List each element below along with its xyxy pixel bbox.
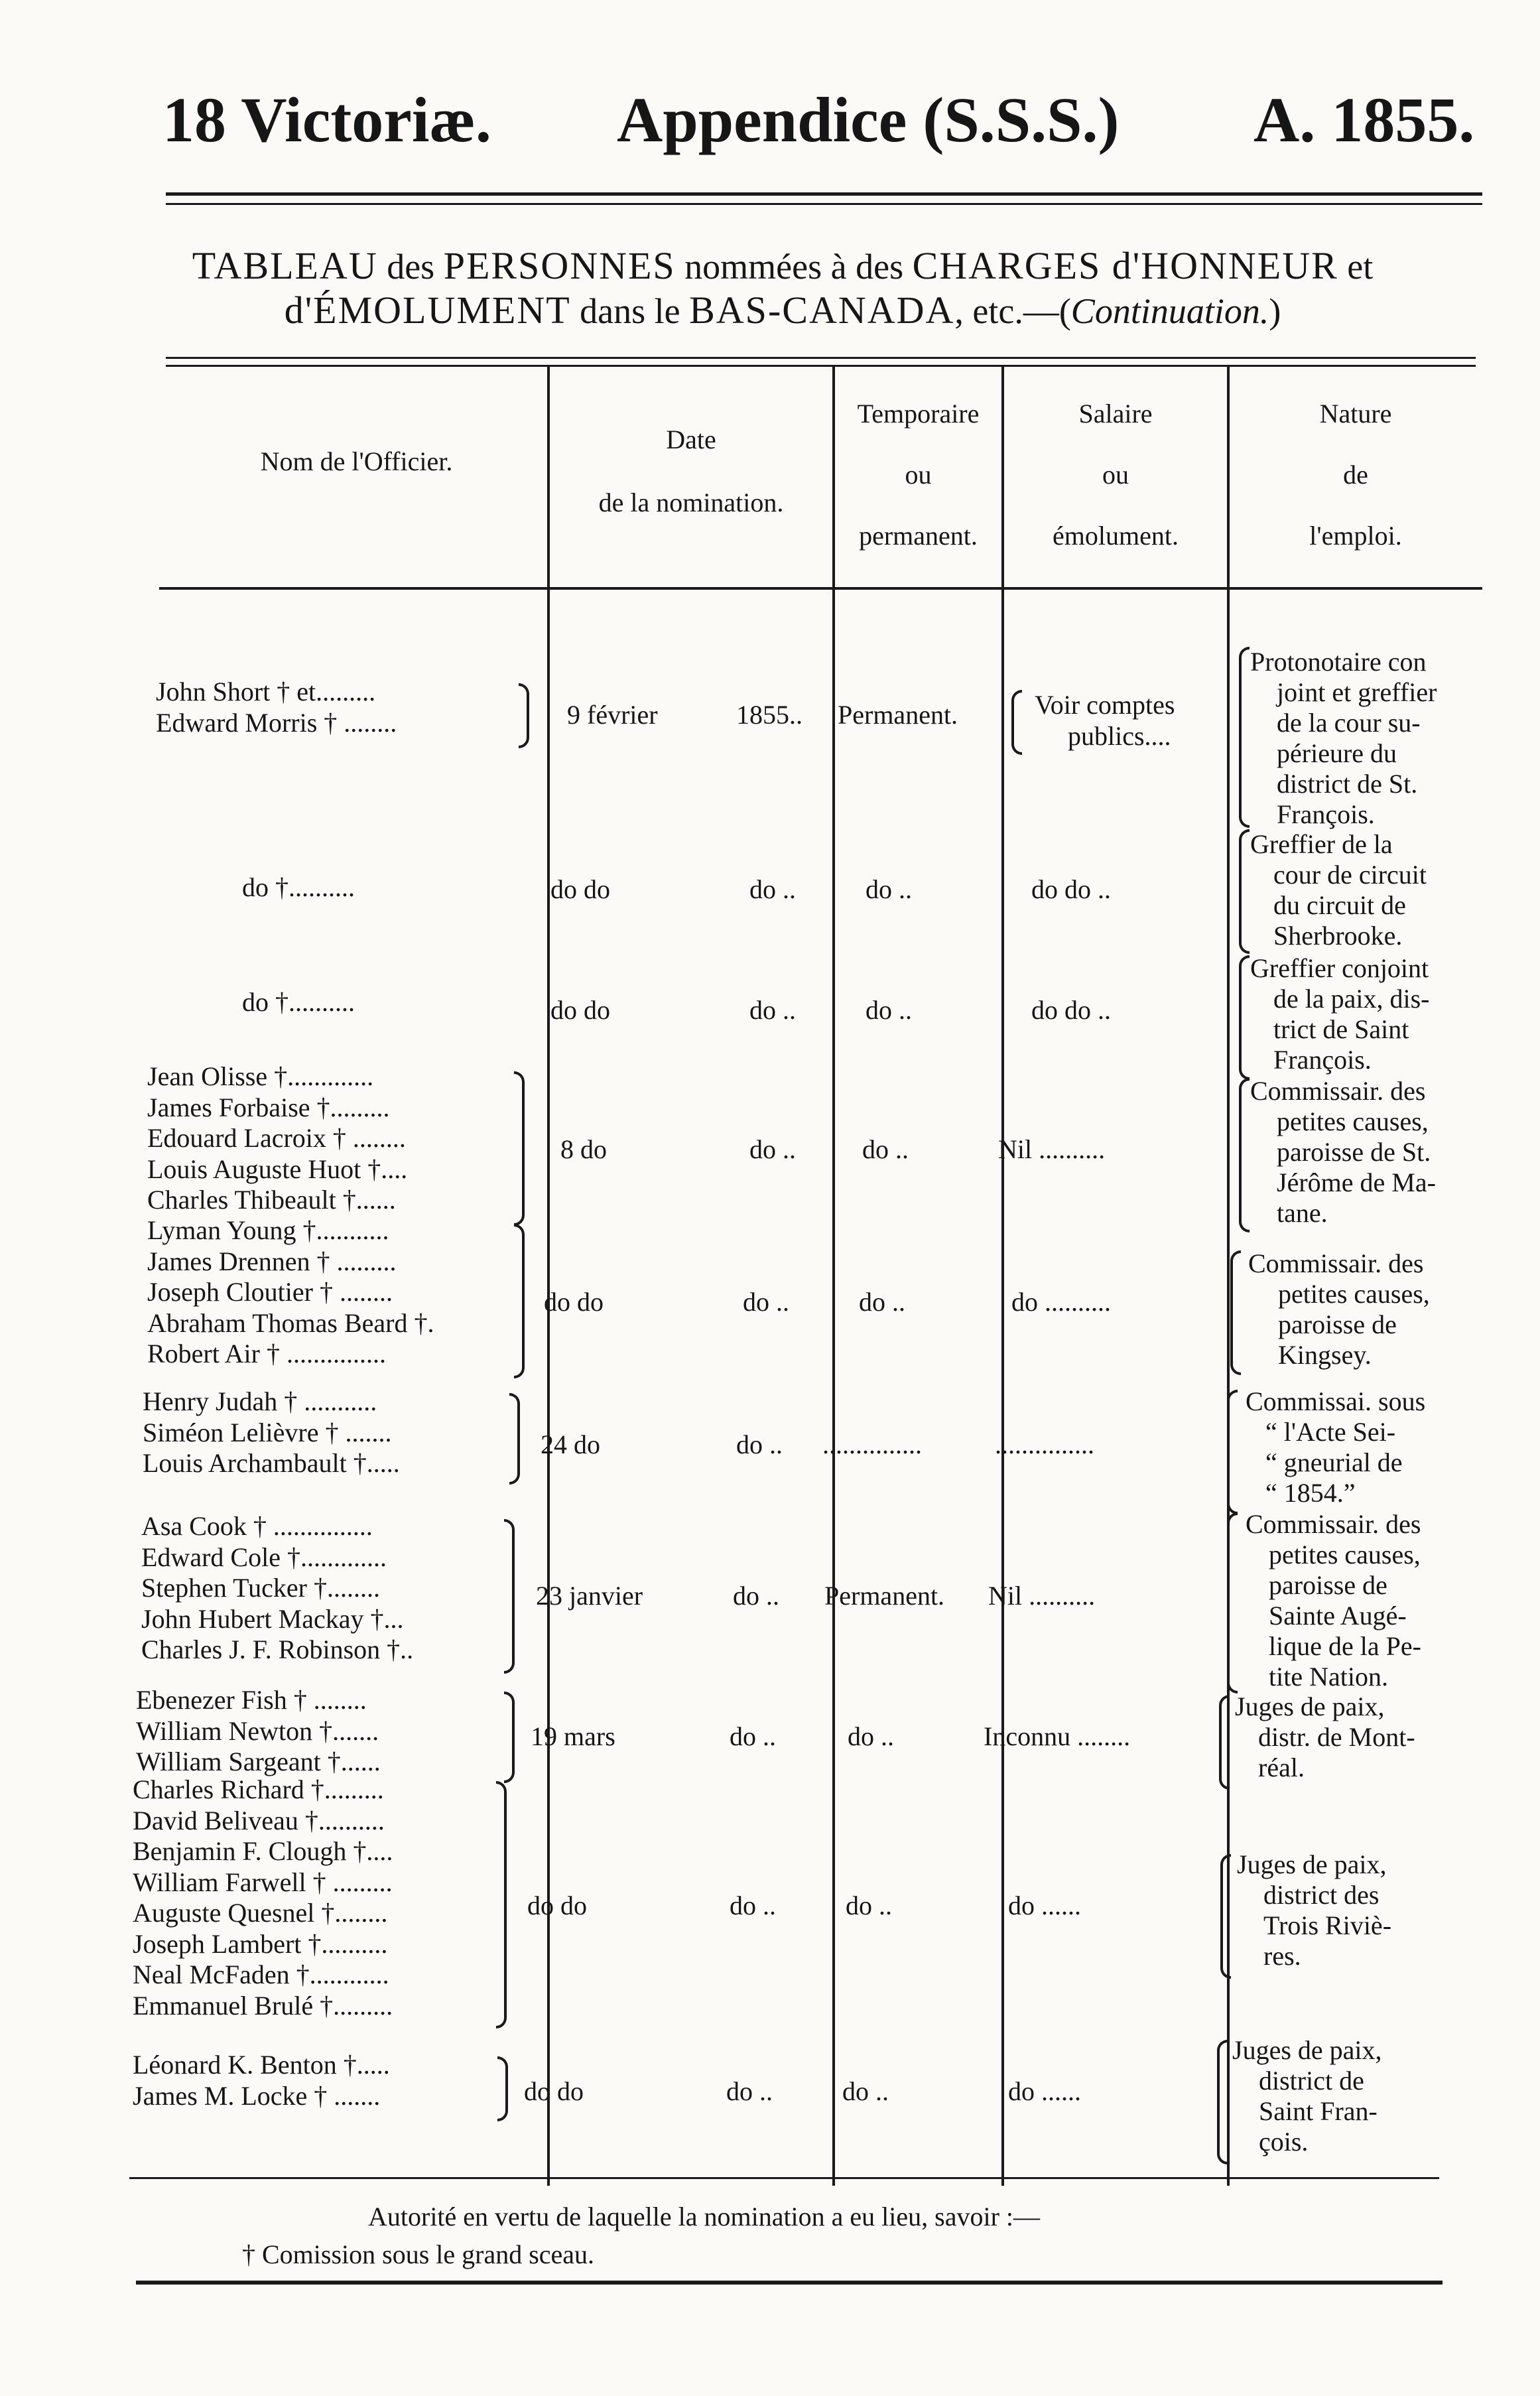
row-9-year: do .. [726,2076,773,2106]
row-6-names: Asa Cook † ............... Edward Cole †............. Stephen Tucker †........ John Hubert Mackay †... Charles J. F. Robinson †.. [141,1511,414,1664]
header-center: Appendice (S.S.S.) [617,84,1120,155]
footer-authority: Autorité en vertu de laquelle la nomination a eu lieu, savoir :— [368,2202,1041,2231]
row-3-salary: Nil .......... [998,1134,1106,1164]
row-3-nature: Commissair. des petites causes, paroisse de St. Jérôme de Ma- tane. [1250,1076,1436,1228]
row-1-nature-brace [1239,829,1250,954]
row-5-brace [509,1393,520,1485]
row-0-names [156,677,397,738]
row-4-brace [514,1224,525,1378]
row-9-temp: do .. [842,2076,889,2106]
row-6-brace [504,1519,515,1674]
col-divider-3 [1001,365,1004,2186]
row-8-brace [496,1781,507,2029]
row-4-salary: do .......... [1011,1287,1111,1317]
row-0-nature-brace [1239,647,1250,828]
row-8-date: do do [527,1891,587,1920]
row-5-nature: Commissai. sous “ l'Acte Sei- “ gneurial de “ 1854.” [1246,1386,1426,1508]
row-2-year: do .. [749,995,796,1025]
row-5-nature-brace [1227,1390,1238,1514]
row-1-salary: do do .. [1031,874,1111,904]
title-rule-top [166,357,1476,359]
row-7-year: do .. [730,1721,776,1751]
row-4-names: Lyman Young †........... James Drennen † ......... Joseph Cloutier † ........ Abraham Thomas Beard †. Robert Air † ............... [147,1215,434,1368]
row-2-names: do †.......... [242,987,355,1017]
row-6-nature: Commissair. des petites causes, paroisse de Sainte Augé- lique de la Pe- tite Nation. [1246,1509,1421,1692]
row-3-year: do .. [749,1134,796,1164]
footer-legend: † Comission sous le grand sceau. [242,2239,595,2269]
row-7-date: 19 mars [531,1721,615,1751]
row-1-names: do †.......... [242,872,355,902]
row-8-nature-brace [1220,1854,1231,1979]
row-5-year: do .. [736,1430,783,1459]
col-header-name: Nom de l'Officier. [260,446,453,476]
row-5-salary: ............... [995,1430,1094,1459]
header-rule-bottom [166,203,1482,205]
row-0-date: 9 février [567,700,658,730]
row-5-date: 24 do [541,1430,600,1459]
row-2-temp: do .. [866,995,912,1025]
row-2-date: do do [550,995,610,1025]
row-6-date: 23 janvier [536,1581,643,1611]
row-0-year: 1855.. [736,700,802,730]
row-1-year: do .. [749,874,796,904]
col-header-date: Date de la nomination. [598,425,784,517]
row-9-names: Léonard K. Benton †..... James M. Locke † ....... [133,2050,390,2111]
row-4-temp: do .. [859,1287,905,1317]
row-1-nature: Greffier de la cour de circuit du circuit de Sherbrooke. [1250,829,1427,951]
row-4-nature-brace [1230,1250,1241,1375]
row-7-names: Ebenezer Fish † ........ William Newton †....... William Sargeant †...... [136,1685,381,1776]
row-9-nature: Juges de paix, district de Saint Fran- çois. [1232,2035,1382,2157]
row-9-brace [497,2056,508,2121]
row-3-brace [514,1071,525,1226]
row-2-nature: Greffier conjoint de la paix, dis- trict de Saint François. [1250,953,1430,1075]
header-divider-rule [159,587,1482,590]
row-3-names: Jean Olisse †............. James Forbaise †......... Edouard Lacroix † ........ Louis Auguste Huot †.... Charles Thibeault †...... [147,1061,408,1215]
col-divider-2 [832,365,835,2186]
row-3-nature-brace [1239,1078,1250,1232]
row-6-salary: Nil .......... [988,1581,1096,1611]
col-header-nature: Nature de l'emploi. [1309,399,1402,551]
row-3-temp: do .. [862,1134,909,1164]
row-0-salary-brace [1011,690,1022,755]
row-8-salary: do ...... [1008,1891,1081,1920]
row-7-temp: do .. [848,1721,894,1751]
row-5-temp: ............... [822,1430,922,1459]
row-0-temp: Permanent. [838,700,958,730]
table-bottom-rule [129,2177,1439,2179]
row-8-nature: Juges de paix, district des Trois Riviè- res. [1237,1849,1392,1971]
row-3-date: 8 do [560,1134,607,1164]
table-row-name: Edward Morris † ........ [156,707,397,738]
row-0-salary: Voir comptes publics.... [1035,690,1175,751]
row-7-nature: Juges de paix, distr. de Mont- réal. [1235,1692,1415,1782]
row-8-temp: do .. [846,1891,892,1920]
row-6-year: do .. [733,1581,779,1611]
row-7-brace [504,1692,515,1783]
row-5-names: Henry Judah † ........... Siméon Lelièvre † ....... Louis Archambault †..... [143,1386,400,1478]
row-4-year: do .. [743,1287,789,1317]
row-1-date: do do [550,874,610,904]
row-2-salary: do do .. [1031,995,1111,1025]
row-0-brace [519,683,529,748]
row-8-names: Charles Richard †......... David Beliveau †.......... Benjamin F. Clough †.... William Farwell † ......... Auguste Quesnel †........ Joseph Lambert †.......... Neal McFaden †............ Emmanuel Brulé †......... [133,1774,393,2021]
title-rule-bottom [166,365,1476,367]
row-8-year: do .. [730,1891,776,1920]
row-7-nature-brace [1219,1695,1230,1790]
row-2-nature-brace [1239,955,1250,1080]
table-title: TABLEAU des PERSONNES nommées à des CHARGES d'HONNEUR et d'ÉMOLUMENT dans le BAS-CANADA, etc.—(Continuation.) [192,244,1374,332]
row-4-date: do do [544,1287,604,1317]
col-header-temp: Temporaire ou permanent. [857,399,980,551]
row-6-nature-brace [1227,1512,1238,1694]
row-0-nature: Protonotaire con joint et greffier de la cour su- périeure du district de St. François. [1250,647,1437,829]
row-1-temp: do .. [866,874,912,904]
row-6-temp: Permanent. [824,1581,945,1611]
footer-rule [136,2281,1443,2285]
row-9-nature-brace [1217,2040,1228,2164]
table-row-name: John Short † et......... [156,677,376,706]
row-9-date: do do [524,2076,584,2106]
header-rule-top [166,192,1482,196]
row-7-salary: Inconnu ........ [984,1721,1131,1751]
row-4-nature: Commissair. des petites causes, paroisse de Kingsey. [1248,1248,1430,1370]
header-right: A. 1855. [1253,84,1475,155]
row-9-salary: do ...... [1008,2076,1081,2106]
header-left: 18 Victoriæ. [162,84,491,155]
col-header-salary: Salaire ou émolument. [1053,399,1179,551]
